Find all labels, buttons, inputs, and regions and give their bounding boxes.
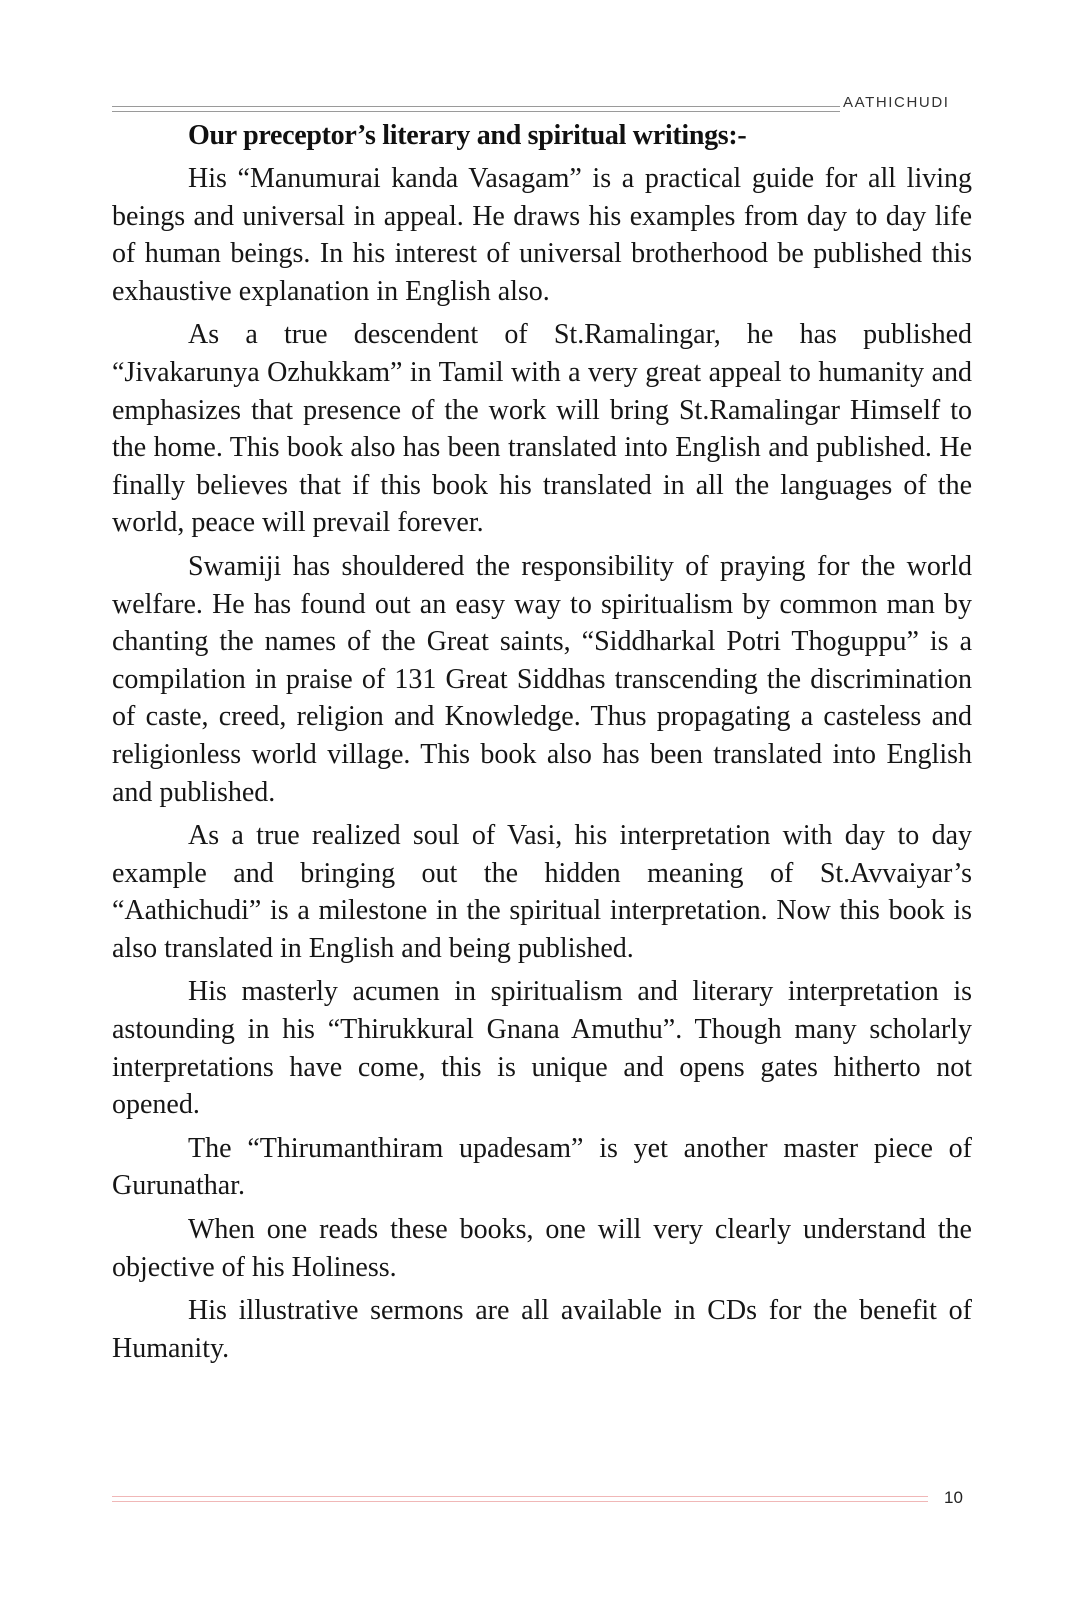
- paragraph-thirumanthiram: The “Thirumanthiram upadesam” is yet another master piece of Gurunathar.: [112, 1132, 972, 1202]
- paragraph-jivakarunya: As a true descendent of St.Ramalingar, he has published “Jivakarunya Ozhukkam” in Tamil with a very great appeal to humanity and emphasizes that presence of the work will bring St.Ramalingar Himself to the home. This book also has been translated into English and published. He finally believes that if this book his translated in all the languages of the world, peace will prevail forever.: [112, 319, 972, 539]
- paragraph-sermons: His illustrative sermons are all available in CDs for the benefit of Humanity.: [112, 1295, 972, 1364]
- paragraph-siddharkal: Swamiji has shouldered the responsibility of praying for the world welfare. He has found out an easy way to spiritualism by common man by chanting the names of the Great saints, “Siddharkal Potri Thoguppu” is a compilation in praise of 131 Great Siddhas transcending the discrimination of caste, creed, religion and Knowledge. Thus propagating a casteless and religionless world village. This book also has been translated into English and published.: [112, 550, 972, 808]
- section-heading: Our preceptor’s literary and spiritual writings:-: [188, 120, 747, 151]
- paragraph-aathichudi: As a true realized soul of Vasi, his interpretation with day to day example and bringing out the hidden meaning of St.Avvaiyar’s “Aathichudi” is a milestone in the spiritual interpretation. Now this book is also translated in English and being published.: [112, 820, 972, 964]
- page-body: [112, 116, 972, 1373]
- running-head: AATHICHUDI: [843, 94, 950, 111]
- page-number: 10: [944, 1488, 963, 1507]
- paragraph-thirukkural: His masterly acumen in spiritualism and literary interpretation is astounding in his “Thirukkural Gnana Amuthu”. Though many scholarly interpretations have come, this is unique and opens gates hitherto not opened.: [112, 976, 972, 1121]
- header-rule: [112, 106, 840, 112]
- paragraph-manumurai: His “Manumurai kanda Vasagam” is a practical guide for all living beings and universal in appeal. He draws his examples from day to day life of human beings. In his interest of universal brotherhood be published this exhaustive explanation in English also.: [112, 163, 972, 307]
- paragraph-objective: When one reads these books, one will very clearly understand the objective of his Holiness.: [112, 1214, 972, 1283]
- footer-rule: [112, 1496, 928, 1502]
